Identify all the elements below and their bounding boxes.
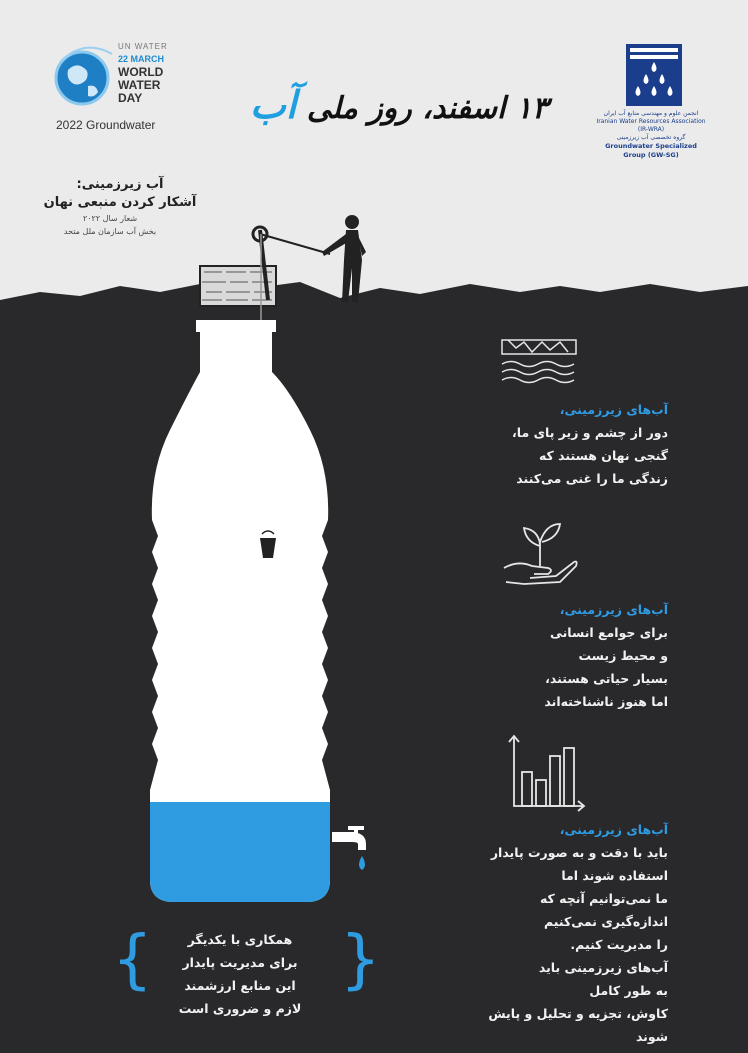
info-line: برای جوامع انسانی	[549, 625, 668, 640]
faucet-icon	[332, 822, 376, 874]
theme-title	[40, 176, 200, 212]
info-line: اما هنوز ناشناخته‌اند	[544, 694, 668, 709]
collab-line: لازم و ضروری است	[178, 1001, 302, 1016]
info-block-1	[432, 398, 668, 490]
slogan-line2: بخش آب سازمان ملل متحد	[63, 227, 157, 236]
theme-slogan	[40, 212, 180, 238]
wwd-groundwater-label: 2022 Groundwater	[56, 118, 156, 132]
association-logo-icon	[626, 44, 682, 106]
aquifer-icon	[498, 336, 580, 394]
info-line: آب‌های زیرزمینی باید	[538, 960, 668, 975]
info-line: را مدیریت کنیم.	[570, 937, 668, 952]
info-line: باید با دقت و به صورت پایدار	[490, 845, 668, 860]
wwd-day: DAY	[118, 91, 143, 105]
globe-icon	[50, 40, 120, 112]
wwd-world: WORLD	[118, 65, 164, 79]
collab-line: همکاری با یکدیگر	[187, 932, 293, 947]
info-line: اندازه‌گیری نمی‌کنیم	[543, 914, 668, 929]
page-title	[228, 82, 548, 127]
collaboration-text	[140, 928, 340, 1020]
brace-right: }	[340, 923, 381, 997]
collab-line: این منابع ارزشمند	[184, 978, 296, 993]
assoc-line3: گروه تخصصی آب زیرزمینی	[616, 134, 686, 141]
info-line: به طور کامل	[589, 983, 668, 998]
bar-chart-icon	[506, 732, 588, 812]
info-line: شوند	[635, 1029, 668, 1044]
association-text	[596, 110, 706, 160]
info-line: و محیط زیست	[578, 648, 668, 663]
wwd-date: 22 MARCH	[118, 54, 165, 64]
headline-black: ۱۳ اسفند، روز ملی	[306, 91, 548, 126]
info-line: زندگی ما را غنی می‌کنند	[516, 471, 668, 486]
info-line: دور از چشم و زیر پای ما،	[512, 425, 668, 440]
person-icon	[318, 212, 374, 312]
water-bottle	[140, 320, 340, 910]
info-line: کاوش، تجزیه و تحلیل و پایش	[488, 1006, 668, 1021]
info-line: بسیار حیاتی هستند،	[545, 671, 668, 686]
info-line: گنجی نهان هستند که	[538, 448, 668, 463]
brace-left: {	[112, 923, 153, 997]
info-block-2	[432, 598, 668, 713]
un-water-label: UN WATER	[118, 42, 168, 51]
theme-line2: آشکار کردن منبعی نهان	[43, 195, 197, 210]
theme-line1: آب زیرزمینی:	[76, 177, 164, 192]
wwd-logo-text	[118, 40, 178, 105]
slogan-line1: شعار سال ۲۰۲۲	[82, 214, 138, 223]
info-line: ما نمی‌توانیم آنچه که	[539, 891, 668, 906]
info-line: استفاده شوند اما	[561, 868, 668, 883]
assoc-line4: Groundwater Specialized Group (GW-SG)	[605, 142, 697, 159]
assoc-line1: انجمن علوم و مهندسی منابع آب ایران	[603, 110, 699, 117]
headline-blue: آب	[250, 82, 297, 127]
info-heading-1: آب‌های زیرزمینی،	[559, 402, 668, 417]
info-heading-2: آب‌های زیرزمینی،	[559, 602, 668, 617]
hand-plant-icon	[500, 520, 580, 588]
collab-line: برای مدیریت پایدار	[182, 955, 298, 970]
wwd-water: WATER	[118, 78, 161, 92]
bucket-icon	[256, 528, 280, 564]
info-heading-3: آب‌های زیرزمینی،	[559, 822, 668, 837]
info-block-3	[432, 818, 668, 1048]
assoc-line2: Iranian Water Resources Association (IR-WRA)	[596, 118, 706, 133]
